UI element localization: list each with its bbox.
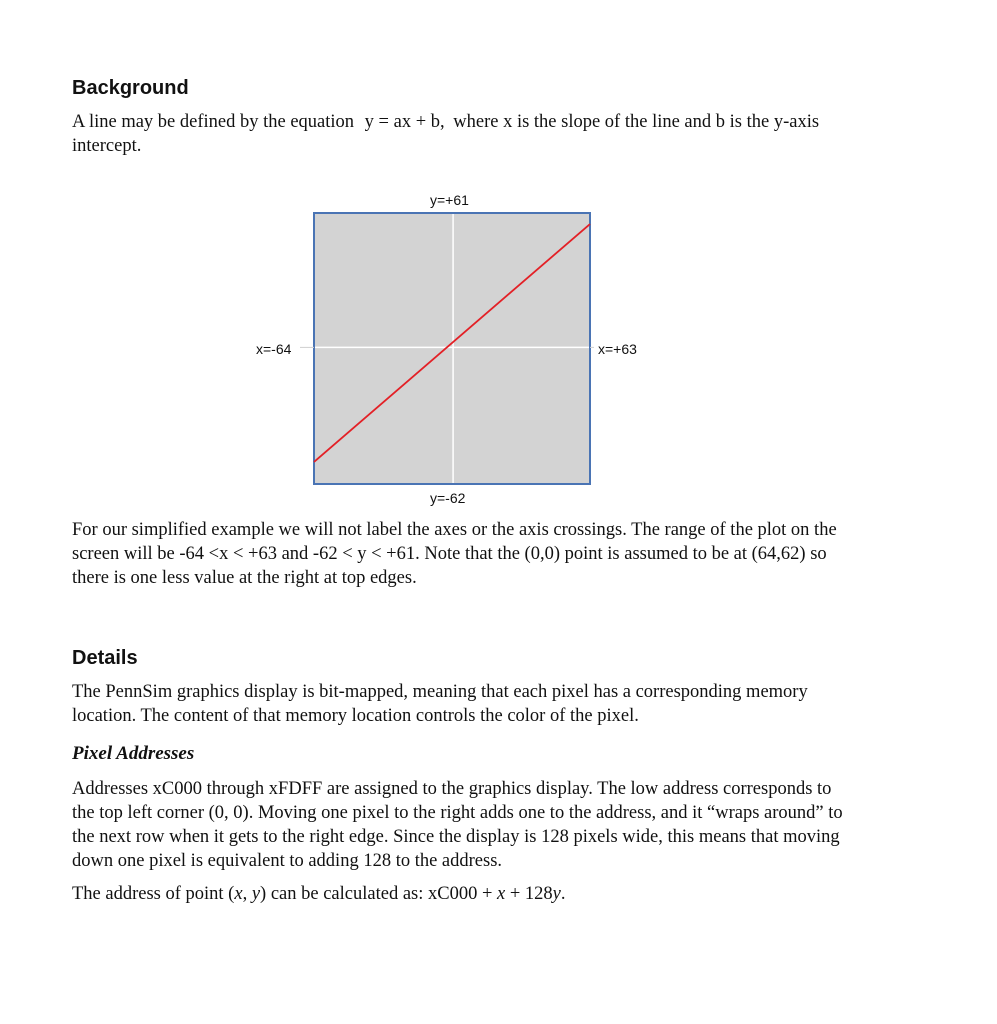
background-text-3: intercept. [72, 136, 142, 156]
formula-prefix: The address of point ( [72, 884, 235, 904]
label-bottom: y=-62 [430, 490, 466, 506]
details-line-1: The PennSim graphics display is bit-mapped, meaning that each pixel has a corresponding memory [72, 682, 808, 702]
label-left: x=-64 [256, 341, 292, 357]
background-text-2: where x is the slope of the line and b is the y-axis [453, 112, 820, 132]
label-right: x=+63 [598, 341, 637, 357]
formula-y2: y [552, 884, 561, 904]
caption-line-2: screen will be -64 <x < +63 and -62 < y < +61. Note that the (0,0) point is assumed to be at (64,62) so [72, 544, 827, 564]
address-formula-paragraph [72, 882, 942, 906]
details-paragraph-2 [72, 777, 942, 873]
formula-end: . [560, 884, 566, 904]
background-heading: Background [72, 77, 189, 99]
formula-comma: , [242, 884, 252, 904]
line-equation: y = ax + b, [364, 112, 445, 132]
plot-area [314, 213, 590, 484]
label-top: y=+61 [430, 192, 469, 208]
addresses-line-1: Addresses xC000 through xFDFF are assigned to the graphics display. The low address corresponds to [72, 779, 832, 799]
addresses-line-3: the next row when it gets to the right edge. Since the display is 128 pixels wide, this means that moving [72, 827, 840, 847]
caption-line-1: For our simplified example we will not label the axes or the axis crossings. The range of the plot on the [72, 520, 837, 540]
addresses-line-2: the top left corner (0, 0). Moving one pixel to the right adds one to the address, and it “wraps around” to [72, 803, 843, 823]
details-heading: Details [72, 647, 138, 669]
plot-caption-paragraph [72, 518, 942, 590]
formula-x: x [234, 884, 243, 904]
formula-plus: + 128 [505, 884, 553, 904]
formula-x2: x [497, 884, 506, 904]
pixel-addresses-subheading: Pixel Addresses [72, 743, 195, 764]
details-line-2: location. The content of that memory location controls the color of the pixel. [72, 706, 639, 726]
details-paragraph-1 [72, 680, 942, 728]
addresses-line-4: down one pixel is equivalent to adding 128 to the address. [72, 851, 503, 871]
formula-mid: ) can be calculated as: xC000 + [260, 884, 498, 904]
background-text-1: A line may be defined by the equation [72, 112, 355, 132]
caption-line-3: there is one less value at the right at top edges. [72, 568, 417, 588]
formula-y: y [251, 884, 261, 904]
